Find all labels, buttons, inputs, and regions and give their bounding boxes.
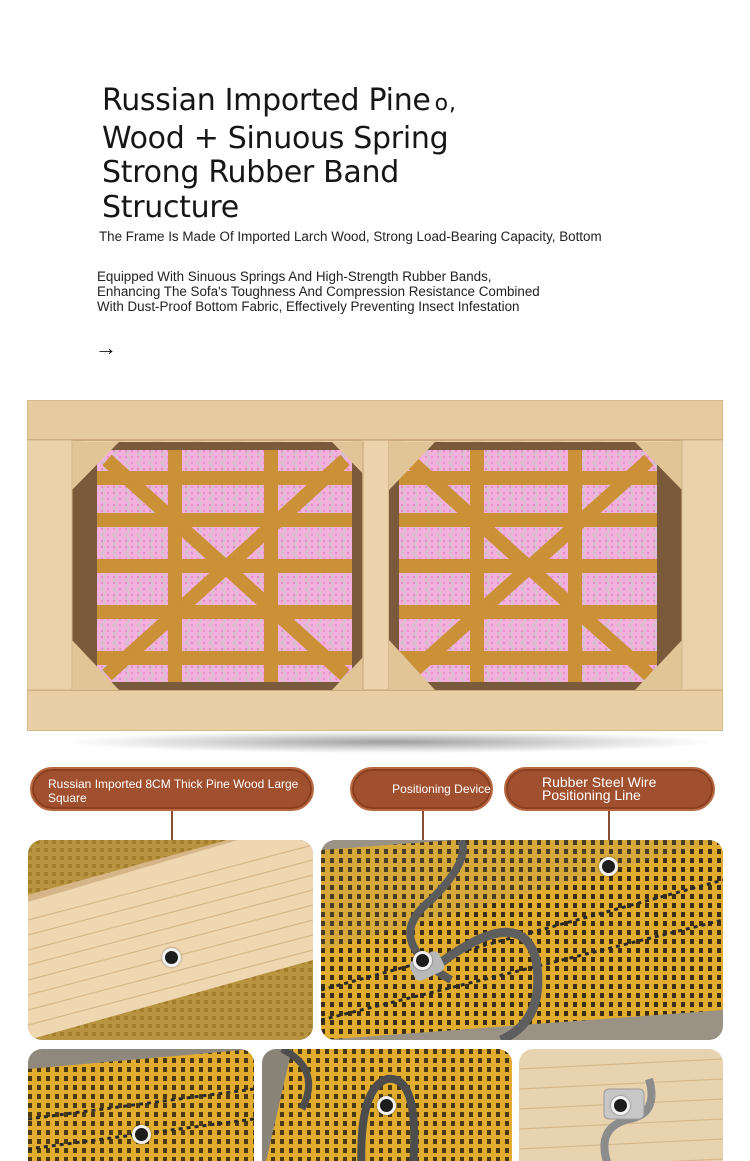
marker-dot-6 bbox=[611, 1096, 630, 1115]
headline-line-4: Structure bbox=[102, 189, 239, 225]
callout-positioning-device bbox=[350, 767, 493, 811]
headline-line-2: Wood + Sinuous Spring bbox=[102, 120, 449, 156]
callout-pine-wood bbox=[30, 767, 314, 811]
detail-webbing-photo bbox=[28, 1049, 254, 1161]
callout-rubber-steel-wire bbox=[504, 767, 715, 811]
marker-dot-3 bbox=[599, 857, 618, 876]
frame-shadow bbox=[70, 731, 710, 753]
callout-positioning-device-label: Positioning Device bbox=[392, 782, 491, 796]
sofa-frame-photo bbox=[27, 400, 723, 731]
detail-positioning-hook-photo bbox=[321, 840, 723, 1040]
marker-dot-4 bbox=[132, 1125, 151, 1144]
description-paragraph-2: Equipped With Sinuous Springs And High-Strength Rubber Bands, Enhancing The Sofa's Toughness And Compression Resistance Combined With Dust-Proof Bottom Fabric, Effectively Preventing Insect Infestation bbox=[97, 269, 540, 315]
headline bbox=[102, 84, 522, 225]
callout-pine-wood-label: Russian Imported 8CM Thick Pine Wood Large Square bbox=[48, 776, 299, 805]
marker-dot-5 bbox=[377, 1096, 396, 1115]
marker-dot-1 bbox=[162, 948, 181, 967]
description-line-1: The Frame Is Made Of Imported Larch Wood, Strong Load-Bearing Capacity, Bottom bbox=[99, 229, 602, 244]
detail-pine-wood-photo bbox=[28, 840, 313, 1040]
arrow-right-icon: → bbox=[95, 335, 117, 360]
marker-dot-2 bbox=[413, 951, 432, 970]
headline-line-1: Russian Imported Pine bbox=[102, 83, 431, 118]
headline-decoration: o, bbox=[434, 91, 458, 116]
headline-line-3: Strong Rubber Band bbox=[102, 155, 399, 190]
callout-rubber-steel-wire-label: Rubber Steel Wire Positioning Line bbox=[542, 774, 657, 803]
